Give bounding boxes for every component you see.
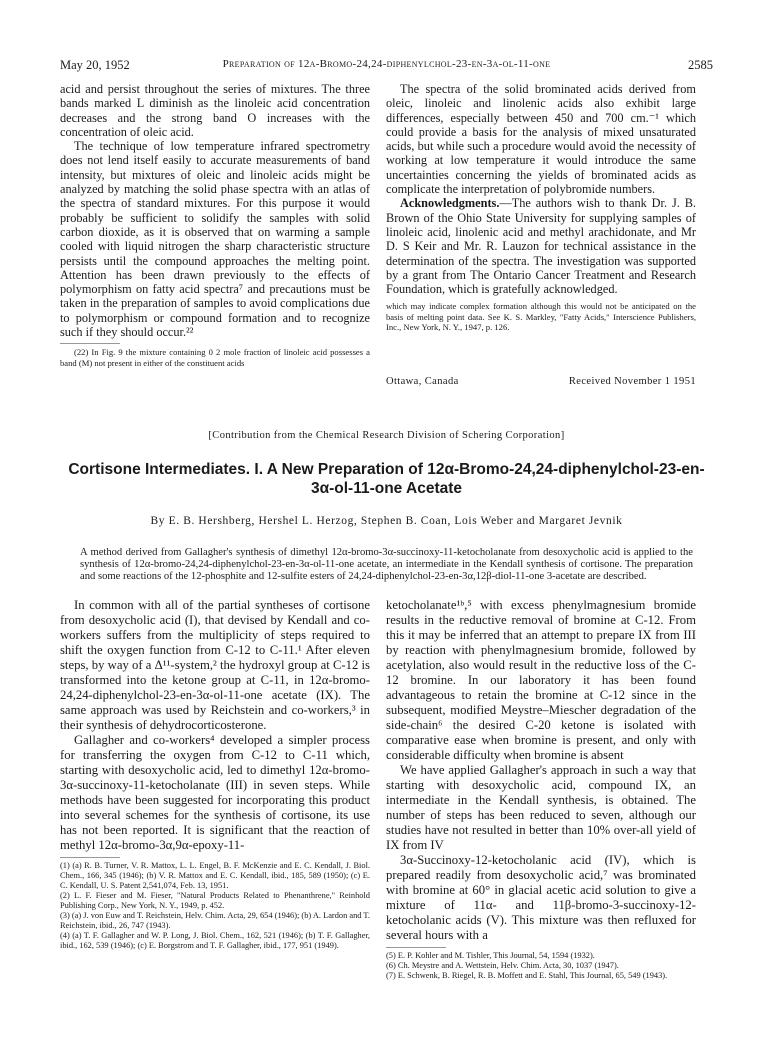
- paragraph: acid and persist throughout the series of mixtures. The three bands marked L diminish as the linoleic acid concentration decreases and the strong band O increases with the concentration of oleic acid.: [60, 82, 370, 139]
- top-right-column: [386, 82, 696, 333]
- acknowledgments-text: —The authors wish to thank Dr. J. B. Brown of the Ohio State University for supplying samples of linoleic acid, linolenic acid and methyl arachidonate, and Mr D. S Keir and Mr. R. Lauzon for technical assistance in the determination of the spectra. The investigation was supported by a grant from The Ontario Cancer Treatment and Research Foundation, which is gratefully acknowledged.: [386, 196, 696, 297]
- footnote: (7) E. Schwenk, B. Riegel, R. B. Moffett and E. Stahl, This Journal, 65, 549 (1943).: [386, 971, 668, 980]
- top-left-column: [60, 82, 370, 368]
- affiliation-city: Ottawa, Canada: [386, 376, 459, 387]
- paragraph: The technique of low temperature infrared spectrometry does not lend itself easily to accurate measurements of band intensity, but mixtures of oleic and linoleic acids might be analyzed by matching the solid phase spectra with an atlas of the spectra of standard mixtures. For this purpose it would probably be sufficient to solidify the samples with solid carbon dioxide, as it is observed that on warming a sample cooled with liquid nitrogen the sharp characteristic structure persists until the compound approaches the melting point. Attention has been drawn previously to the effects of polymorphism on fatty acid spectra⁷ and precautions must be taken in the preparation of samples to avoid complications due to polymorphism or compound formation and to recognize such if they should occur.²²: [60, 139, 370, 340]
- article-title: Cortisone Intermediates. I. A New Preparation of 12α-Bromo-24,24-diphenylchol-23-en-3α-ol-11-one Acetate: [68, 461, 705, 497]
- paragraph: In common with all of the partial syntheses of cortisone from desoxycholic acid (I), that devised by Kendall and co-workers suffers from the multiplicity of steps required to shift the oxygen function from C-12 to C-11.¹ After eleven steps, by way of a Δ¹¹-system,² the hydroxyl group at C-12 is transformed into the ketone group at C-11, in 12α-bromo-24,24-diphenylchol-23-en-3α-ol-11-one acetate (IX). The same approach was used by Reichstein and co-workers,³ in their synthesis of dehydrocorticosterone.: [60, 598, 370, 732]
- abstract: A method derived from Gallagher's synthesis of dimethyl 12α-bromo-3α-succinoxy-11-ketocholanate from desoxycholic acid is applied to the synthesis of 12α-bromo-24,24-diphenylchol-23-en-3α-ol-11-one acetate, an intermediate in the Kendall synthesis of cortisone. The preparation and some reactions of the 12-phosphite and 12-sulfite esters of 24,24-diphenylchol-23-en-3α,12β-diol-11-one 3-acetate are described.: [80, 547, 693, 583]
- footnote: (2) L. F. Fieser and M. Fieser, "Natural Products Related to Phenanthrene," Reinhold Publishing Corp., New York, N. Y., 1949, p. 452.: [60, 891, 370, 910]
- footnote: (1) (a) R. B. Turner, V. R. Mattox, L. L. Engel, B. F. McKenzie and E. C. Kendall, J. Biol. Chem., 166, 345 (1946); (b) V. R. Mattox and E. C. Kendall, ibid., 185, 589 (1950); (c) E. C. Kendall, U. S. Patent 2,541,074, Feb. 13, 1951.: [60, 861, 370, 890]
- running-title: Preparation of 12α-Bromo-24,24-diphenylchol-23-en-3α-ol-11-one: [222, 58, 551, 70]
- paragraph: We have applied Gallagher's approach in such a way that starting with desoxycholic acid, compound IX, an intermediate in the Kendall synthesis, is obtained. The number of steps has been reduced to seven, although our studies have not resulted in better than 10% over-all yield of IX from IV: [386, 763, 696, 852]
- acknowledgments-heading: Acknowledgments.: [400, 196, 500, 211]
- paragraph: ketocholanate¹ᵇ,⁵ with excess phenylmagnesium bromide results in the reductive removal of bromine at C-12. From this it may be inferred that an attempt to prepare IX from III by reaction with phenylmagnesium bromide, followed by acetylation, also would result in the reductive loss of the C-12 bromine. In our laboratory it has been found advantageous to retain the bromine at C-12 since in the subsequent, modified Meystre–Miescher degradation of the side-chain⁶ the desired C-20 ketone is isolated with comparative ease when bromine is present, and only with considerable difficulty when bromine is absent: [386, 598, 696, 762]
- acknowledgments-paragraph: [386, 196, 696, 296]
- footnote: (22) In Fig. 9 the mixture containing 0 2 mole fraction of linoleic acid possesses a band (M) not present in either of the constituent acids: [60, 347, 370, 368]
- footnote: which may indicate complex formation although this would not be anticipated on the basis of melting point data. See K. S. Markley, "Fatty Acids," Interscience Publishers, Inc., New York, N. Y., 1947, p. 126.: [386, 301, 696, 333]
- footnote: (4) (a) T. F. Gallagher and W. P. Long, J. Biol. Chem., 162, 521 (1946); (b) T. F. Gallagher, ibid., 162, 539 (1946); (c) E. Borgstrom and T. F. Gallagher, ibid., 177, 951 (1949).: [60, 931, 370, 950]
- issue-date: May 20, 1952: [60, 58, 130, 72]
- footnote-rule: [60, 857, 120, 858]
- paragraph: 3α-Succinoxy-12-ketocholanic acid (IV), which is prepared readily from desoxycholic acid,⁷ was brominated with bromine at 60° in glacial acetic acid solution to give a mixture of 11α- and 11β-bromo-3-succinoxy-12-ketocholanic acids (V). This mixture was then refluxed for several hours with a: [386, 853, 696, 942]
- contribution-line: [Contribution from the Chemical Research Division of Schering Corporation]: [208, 430, 565, 441]
- affiliation-row: [386, 376, 696, 392]
- footnote: (3) (a) J. von Euw and T. Reichstein, Helv. Chim. Acta, 29, 654 (1946); (b) A. Lardon and T. Reichstein, ibid., 26, 747 (1943).: [60, 911, 370, 930]
- footnote: (6) Ch. Meystre and A. Wettstein, Helv. Chim. Acta, 30, 1037 (1947).: [386, 961, 619, 970]
- page-number: 2585: [688, 58, 713, 72]
- bottom-right-column: [386, 598, 696, 981]
- running-head: [60, 58, 713, 76]
- bottom-left-column: [60, 598, 370, 951]
- authors-line: By E. B. Hershberg, Hershel L. Herzog, Stephen B. Coan, Lois Weber and Margaret Jevnik: [150, 515, 623, 527]
- footnote-rule: [60, 343, 120, 344]
- footnote: (5) E. P. Kohler and M. Tishler, This Journal, 54, 1594 (1932).: [386, 951, 595, 960]
- paragraph: The spectra of the solid brominated acids derived from oleic, linoleic and linolenic acids also exhibit large differences, especially between 450 and 700 cm.⁻¹ which could provide a basis for the analysis of mixed unsaturated acids, but while such a procedure would avoid the necessity of working at low temperature it would introduce the same uncertainties concerning the yields of brominated acids as complicate the interpretation of polybromide numbers.: [386, 82, 696, 197]
- received-date: Received November 1 1951: [568, 376, 696, 387]
- paragraph: Gallagher and co-workers⁴ developed a simpler process for transferring the oxygen from C-12 to C-11 which, starting with desoxycholic acid, led to dimethyl 12α-bromo-3α-succinoxy-11-ketocholanate (III) in seven steps. While methods have been suggested for incorporating this product into several schemes for the synthesis of cortisone, its use has not been reported. It is significant that the reaction of methyl 12α-bromo-3α,9α-epoxy-11-: [60, 733, 370, 852]
- footnote-rule: [386, 947, 446, 948]
